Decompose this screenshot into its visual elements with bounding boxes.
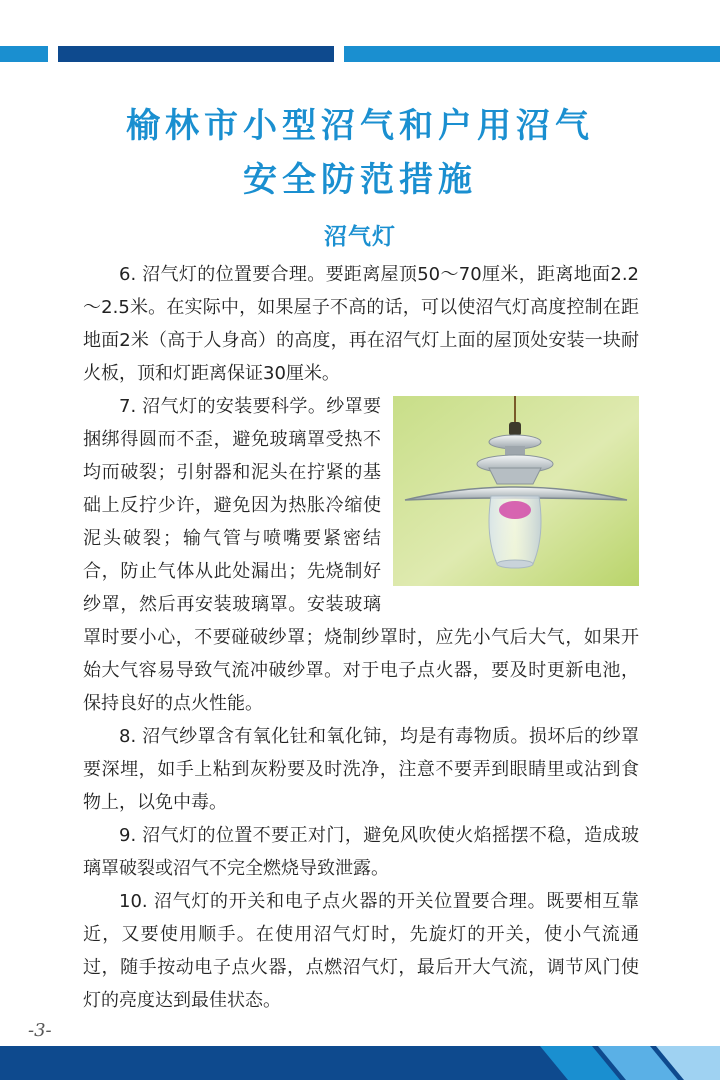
paragraph-10: 10. 沼气灯的开关和电子点火器的开关位置要合理。既要相互靠近，又要使用顺手。在使用沼气灯时，先旋灯的开关，使小气流通过，随手按动电子点火器，点燃沼气灯，最后开大气流，调节风门使灯的亮度达到最佳状态。 (83, 891, 639, 1011)
top-bar-segment-left (0, 46, 48, 62)
paragraph-8: 8. 沼气纱罩含有氧化钍和氧化铈，均是有毒物质。损坏后的纱罩要深埋，如手上粘到灰粉要及时洗净，注意不要弄到眼睛里或沾到食物上，以免中毒。 (83, 726, 639, 813)
biogas-lamp-illustration (393, 396, 639, 586)
bottom-decorative-band (0, 1046, 720, 1080)
page-title-line1: 榆林市小型沼气和户用沼气 (126, 106, 594, 146)
paragraph-7: 7. 沼气灯的安装要科学。纱罩要捆绑得圆而不歪，避免玻璃罩受热不均而破裂；引射器和泥头在拧紧的基础上反拧少许，避免因为热胀冷缩使泥头破裂；输气管与喷嘴要紧密结合，防止气体从此处漏出；先烧制好纱罩，然后再安装玻璃罩。安装玻璃罩时要小心，不要碰破纱罩；烧制纱罩时，应先小气后大气，如果开始大气容易导致气流冲破纱罩。对于电子点火器，要及时更新电池，保持良好的点火性能。 (83, 396, 639, 714)
top-bar-segment-right (344, 46, 720, 62)
biogas-lamp-photo (393, 396, 639, 586)
paragraph-6: 6. 沼气灯的位置要合理。要距离屋顶50～70厘米，距离地面2.2～2.5米。在实际中，如果屋子不高的话，可以使沼气灯高度控制在距地面2米（高于人身高）的高度，再在沼气灯上面的屋顶处安装一块耐火板，顶和灯距离保证30厘米。 (83, 264, 639, 384)
top-decorative-bar (0, 46, 720, 62)
lamp-vent-housing (489, 468, 541, 484)
page-title-line2: 安全防范措施 (243, 160, 477, 200)
section-title: 沼气灯 (324, 224, 396, 250)
top-bar-segment-middle (58, 46, 334, 62)
gas-mantle (499, 501, 531, 519)
glass-bottom (497, 560, 533, 568)
article-body (83, 258, 639, 1017)
page-number: -3- (28, 1020, 52, 1041)
gas-nozzle (509, 422, 521, 436)
paragraph-9: 9. 沼气灯的位置不要正对门，避免风吹使火焰摇摆不稳，造成玻璃罩破裂或沼气不完全燃烧导致泄露。 (83, 825, 639, 879)
